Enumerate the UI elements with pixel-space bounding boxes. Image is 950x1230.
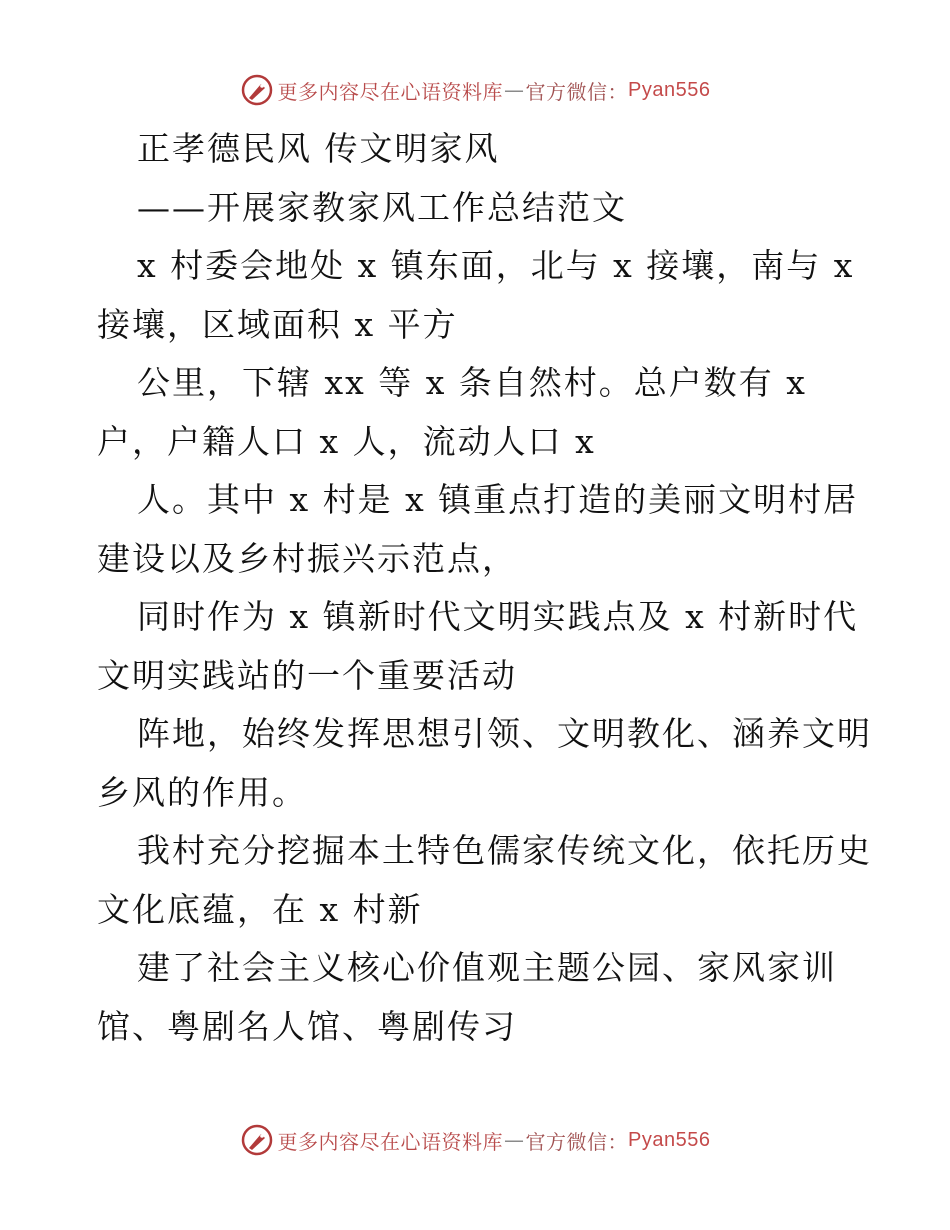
pen-nib-icon [240,1123,274,1157]
paragraph-line: 馆、粤剧名人馆、粤剧传习 [97,1006,517,1046]
paragraph-line: 文明实践站的一个重要活动 [97,655,517,695]
paragraph-line: 乡风的作用。 [97,772,307,812]
footer-watermark [0,1120,950,1160]
watermark-text: 更多内容尽在心语资料库 [277,1129,504,1154]
watermark-label: 官方微信： [525,79,629,104]
watermark-separator: — [504,78,525,102]
doc-title: 正孝德民风 传文明家风 [137,129,500,168]
header-watermark [0,70,950,110]
watermark-separator: — [504,1128,525,1152]
paragraph-line: x 村委会地处 x 镇东面，北与 x 接壤，南与 x [137,246,855,285]
paragraph-line: 人。其中 x 村是 x 镇重点打造的美丽文明村居 [137,480,859,519]
paragraph-line: 公里，下辖 xx 等 x 条自然村。总户数有 x [137,363,807,402]
paragraph-line: 接壤，区域面积 x 平方 [97,304,458,344]
watermark-label: 官方微信： [525,1129,629,1154]
paragraph-line: 户，户籍人口 x 人，流动人口 x [97,421,596,461]
paragraph-line: 文化底蕴，在 x 村新 [97,889,423,929]
pen-nib-icon [240,73,274,107]
paragraph-line: 建了社会主义核心价值观主题公园、家风家训 [137,948,837,987]
doc-subtitle: ——开展家教家风工作总结范文 [137,187,627,227]
paragraph-line: 我村充分挖掘本土特色儒家传统文化，依托历史 [137,831,872,870]
document-body [97,120,872,1056]
watermark-text: 更多内容尽在心语资料库 [277,79,504,104]
paragraph-line: 建设以及乡村振兴示范点， [97,538,517,578]
paragraph-line: 同时作为 x 镇新时代文明实践点及 x 村新时代 [137,597,859,636]
paragraph-line: 阵地，始终发挥思想引领、文明教化、涵养文明 [137,714,872,753]
watermark-id: Pyan556 [628,78,711,101]
watermark-id: Pyan556 [628,1128,711,1151]
